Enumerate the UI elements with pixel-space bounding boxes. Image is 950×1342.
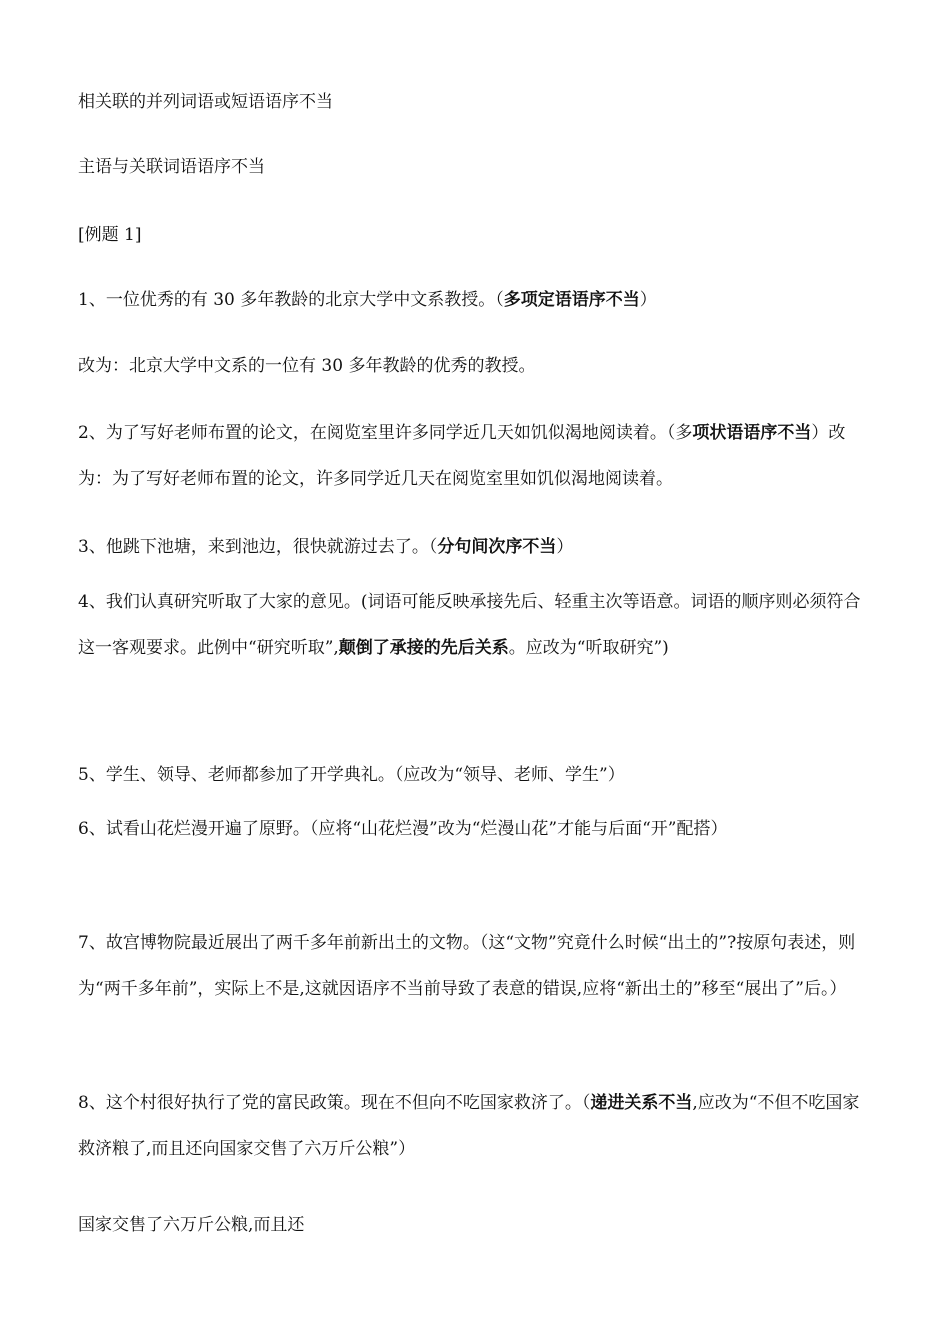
heading-subject-conjunction-order: 主语与关联词语语序不当 (78, 157, 265, 177)
example-3-close: ） (556, 537, 574, 557)
example-1-close: ） (639, 290, 657, 310)
example-8-fragment: 国家交售了六万斤公粮,而且还 (78, 1215, 305, 1235)
example-1 (78, 288, 657, 312)
example-5: 5、学生、领导、老师都参加了开学典礼。（应改为“领导、老师、学生”） (78, 765, 625, 785)
example-8-highlight: 递进关系不当 (590, 1093, 693, 1113)
example-8 (78, 1080, 868, 1172)
example-3-highlight: 分句间次序不当 (437, 537, 557, 557)
example-1-correction: 改为：北京大学中文系的一位有 30 多年教龄的优秀的教授。 (78, 356, 536, 376)
example-2 (78, 410, 868, 502)
example-4-close: 。应改为“听取研究”) (508, 638, 669, 658)
example-4-text: 4、我们认真研究听取了大家的意见。(词语可能反映承接先后、轻重主次等语意。词语的顺序则必须符合这一客观要求。此例中“研究听取”, (78, 592, 861, 658)
example-4-highlight: 颠倒了承接的先后关系 (338, 638, 509, 658)
example-1-text: 1、一位优秀的有 30 多年教龄的北京大学中文系教授。（ (78, 290, 504, 310)
example-8-correction: ,应改为“不但不吃国家救济粮了,而且还向国家交售了六万斤公粮”） (78, 1093, 860, 1159)
example-6: 6、试看山花烂漫开遍了原野。（应将“山花烂漫”改为“烂漫山花”才能与后面“开”配搭） (78, 819, 728, 839)
example-3-text: 3、他跳下池塘，来到池边，很快就游过去了。（ (78, 537, 438, 557)
example-8-text: 8、这个村很好执行了党的富民政策。现在不但向不吃国家救济了。（ (78, 1093, 591, 1113)
example-7: 7、故宫博物院最近展出了两千多年前新出土的文物。（这“文物”究竟什么时候“出土的”?按原句表述，则为“两千多年前”，实际上不是,这就因语序不当前导致了表意的错误,应将“新出土的”移至“展出了”后。） (78, 933, 856, 999)
example-3 (78, 535, 573, 559)
example-1-highlight: 多项定语语序不当 (503, 290, 640, 310)
example-4 (78, 579, 868, 671)
example-2-correction: ）改为：为了写好老师布置的论文，许多同学近几天在阅览室里如饥似渴地阅读着。 (78, 423, 846, 489)
example-2-text: 2、为了写好老师布置的论文，在阅览室里许多同学近几天如饥似渴地阅读着。（多 (78, 423, 693, 443)
example-label: [例题 1] (78, 225, 142, 245)
heading-coordinate-word-order: 相关联的并列词语或短语语序不当 (78, 92, 333, 112)
example-2-highlight: 项状语语序不当 (692, 423, 812, 443)
